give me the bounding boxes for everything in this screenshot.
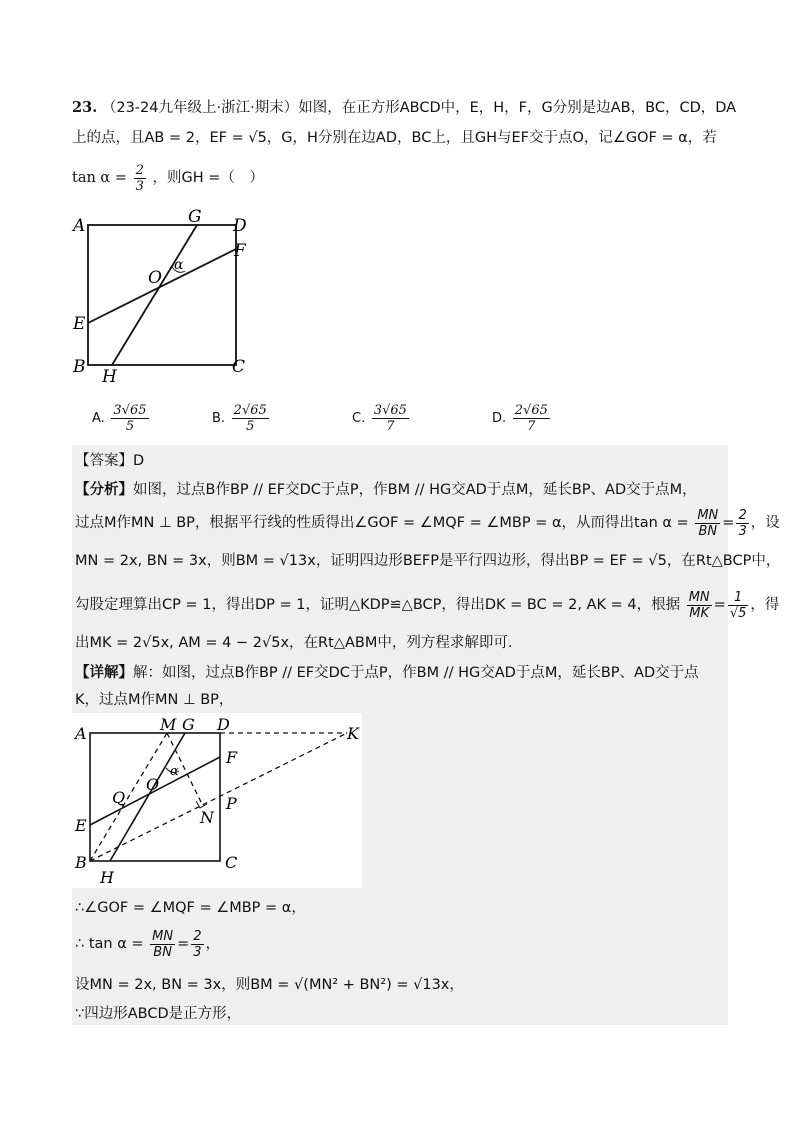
option-d-fraction — [513, 403, 550, 434]
analysis-tag: 【分析】 — [75, 482, 133, 498]
question-line-3 — [72, 160, 264, 196]
question-number: 23 — [72, 99, 93, 116]
analysis-line-4 — [75, 587, 779, 623]
square-abcd — [88, 225, 236, 365]
option-d-label: D. — [492, 411, 507, 426]
option-d-den: 7 — [527, 418, 536, 434]
analysis-eq-2: = — [713, 597, 726, 613]
label-alpha: α — [174, 257, 184, 273]
detail-step-2 — [75, 926, 220, 962]
question-fraction — [134, 163, 146, 194]
analysis-fraction-2-num: 2 — [738, 507, 747, 523]
analysis-text-1: 如图，过点B作BP // EF交DC于点P，作BM // HG交AD于点M，延长BP、AD交于点M， — [133, 482, 697, 498]
option-b[interactable] — [212, 400, 271, 437]
option-b-num: 2√65 — [233, 402, 267, 418]
label2-o: O — [146, 775, 160, 794]
label-b: B — [73, 357, 86, 377]
analysis-fraction-4 — [728, 590, 749, 621]
label2-h: H — [100, 868, 114, 887]
label2-n: N — [200, 808, 214, 827]
question-line-2: 上的点，且AB = 2，EF = √5，G，H分别在边AD，BC上，且GH与EF交于点O，记∠GOF = α，若 — [72, 130, 717, 146]
label-e: E — [73, 314, 86, 334]
analysis-fraction-1-den: BN — [698, 523, 718, 539]
detail-tag: 【详解】 — [75, 665, 133, 681]
detail-line-1 — [75, 663, 699, 683]
analysis-text-2: 过点M作MN ⊥ BP，根据平行线的性质得出∠GOF = ∠MQF = ∠MBP = α，从而得出tan α = — [75, 515, 689, 531]
detail-text-1: 解：如图，过点B作BP // EF交DC于点P，作BM // HG交AD于点M，延长BP、AD交于点 — [133, 665, 699, 681]
option-c-den: 7 — [386, 418, 395, 434]
analysis-eq-1: = — [722, 515, 735, 531]
detail-step-1: ∴∠GOF = ∠MQF = ∠MBP = α， — [75, 900, 306, 916]
label2-d: D — [217, 715, 230, 734]
detail-step-4: ∵四边形ABCD是正方形， — [75, 1006, 242, 1022]
detail-fraction-1-den: BN — [153, 944, 172, 960]
question-fraction-num: 2 — [135, 162, 144, 178]
detail-step-3: 设MN = 2x, BN = 3x，则BM = √(MN² + BN²) = √13x， — [75, 977, 464, 993]
option-b-fraction — [232, 403, 269, 434]
option-d-num: 2√65 — [514, 402, 548, 418]
option-b-den: 5 — [246, 418, 255, 434]
analysis-line-5: 出MK = 2√5x, AM = 4 − 2√5x，在Rt△ABM中，列方程求解即可. — [75, 635, 513, 651]
option-a-num: 3√65 — [113, 402, 147, 418]
label-h: H — [102, 367, 117, 385]
segment-bm — [90, 733, 167, 861]
option-a-label: A. — [92, 411, 105, 426]
label-g: G — [188, 207, 202, 227]
analysis-line-3: MN = 2x, BN = 3x，则BM = √13x，证明四边形BEFP是平行四边形，得出BP = EF = √5，在Rt△BCP中， — [75, 553, 781, 569]
option-a-den: 5 — [125, 418, 135, 434]
label2-q: Q — [112, 788, 126, 807]
tan-alpha-label: tan α = — [72, 170, 127, 186]
figure-2 — [72, 713, 362, 888]
question-fraction-den: 3 — [135, 178, 144, 194]
analysis-fraction-3-num: MN — [688, 589, 710, 605]
detail-eq-1: = — [177, 936, 190, 952]
option-a-fraction — [111, 403, 148, 434]
question-source: （23-24九年级上·浙江·期末） — [101, 100, 299, 116]
label2-b: B — [75, 853, 87, 872]
option-c-label: C. — [352, 411, 366, 426]
detail-line-2: K，过点M作MN ⊥ BP， — [75, 692, 234, 708]
segment-ef — [88, 249, 236, 323]
figure-1 — [68, 205, 268, 385]
label2-f: F — [226, 748, 238, 767]
analysis-fraction-2-den: 3 — [738, 523, 747, 539]
answer-line — [75, 451, 144, 471]
label2-k: K — [347, 724, 359, 743]
label2-m: M — [160, 715, 177, 734]
analysis-fraction-1 — [695, 508, 720, 539]
detail-step-2-text: ∴ tan α = — [75, 936, 144, 952]
option-c[interactable] — [352, 400, 411, 437]
analysis-fraction-4-num: 1 — [728, 590, 749, 606]
label-d: D — [233, 216, 247, 236]
detail-fraction-2-den: 3 — [193, 944, 202, 960]
analysis-line-2 — [75, 505, 780, 541]
option-c-fraction — [372, 403, 409, 434]
analysis-fraction-3 — [687, 590, 712, 621]
analysis-text-2-end: ，设 — [750, 515, 780, 531]
analysis-line-1 — [75, 480, 697, 500]
analysis-text-4-end: ，得 — [750, 597, 780, 613]
detail-step-2-end: ， — [205, 936, 221, 952]
answer-tag: 【答案】 — [75, 453, 133, 469]
question-text-1: 如图，在正方形ABCD中，E，H，F，G分别是边AB，BC，CD，DA — [298, 100, 737, 116]
detail-fraction-1-num: MN — [152, 928, 174, 944]
label2-a: A — [75, 724, 87, 743]
label2-alpha: α — [170, 764, 179, 779]
analysis-fraction-4-den: √5 — [729, 605, 747, 621]
option-b-label: B. — [212, 411, 226, 426]
label-o: O — [148, 268, 162, 288]
option-a[interactable] — [92, 400, 151, 437]
label2-c: C — [225, 853, 238, 872]
option-d[interactable] — [492, 400, 552, 437]
detail-fraction-1 — [150, 929, 175, 960]
label2-p: P — [226, 794, 237, 813]
segment-gh — [112, 225, 197, 365]
analysis-fraction-3-den: MK — [689, 605, 710, 621]
question-line-1: 23. （23-24九年级上·浙江·期末）如图，在正方形ABCD中，E，H，F，G分别是边AB，BC，CD，DA — [72, 99, 737, 116]
analysis-fraction-1-num: MN — [697, 507, 719, 523]
option-c-num: 3√65 — [373, 402, 407, 418]
label2-g: G — [182, 715, 195, 734]
question-text-3: ，则GH =（ ） — [152, 170, 264, 186]
analysis-text-4: 勾股定理算出CP = 1，得出DP = 1，证明△KDP≌△BCP，得出DK = BC = 2, AK = 4，根据 — [75, 597, 681, 613]
label-c: C — [232, 357, 246, 377]
answer-value: D — [133, 453, 145, 469]
detail-fraction-2-num: 2 — [193, 928, 202, 944]
analysis-fraction-2 — [736, 508, 748, 539]
label2-e: E — [75, 816, 87, 835]
detail-fraction-2 — [191, 929, 203, 960]
label-f: F — [234, 241, 246, 261]
label-a: A — [73, 216, 86, 236]
